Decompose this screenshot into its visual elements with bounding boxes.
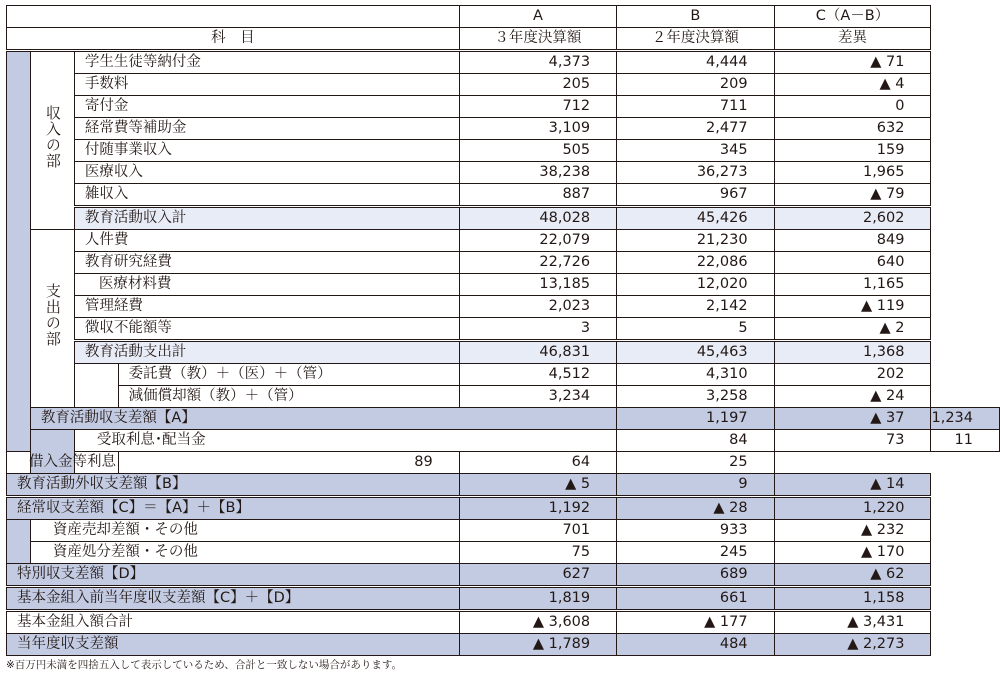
row-label: 人件費	[74, 230, 459, 252]
row-label: 教育研究経費	[74, 252, 459, 274]
row-label: 医療収入	[74, 162, 459, 184]
value-b: 4,310	[617, 364, 774, 386]
value-c: ▲ 24	[774, 386, 931, 408]
table-row	[7, 252, 1000, 274]
value-a: 887	[459, 184, 616, 207]
value-b: 22,086	[617, 252, 774, 274]
row-label: 寄付金	[74, 96, 459, 118]
value-a: 84	[617, 430, 774, 452]
header-col-c: C（A－B）	[774, 6, 931, 28]
value-b: 689	[617, 564, 774, 587]
basic-fund-row	[7, 611, 1000, 634]
value-a: 1,819	[459, 587, 616, 611]
value-a: 4,373	[459, 51, 616, 74]
value-c: ▲ 119	[774, 296, 931, 318]
value-c: 2,602	[774, 207, 931, 230]
table-row	[7, 162, 1000, 184]
value-c: 25	[617, 452, 774, 474]
table-row subtotal	[7, 207, 1000, 230]
table-row	[7, 96, 1000, 118]
value-c: ▲ 14	[774, 474, 931, 497]
value-b: 711	[617, 96, 774, 118]
value-b: 73	[774, 430, 931, 452]
income-section-label	[30, 51, 74, 230]
value-a: 3,234	[459, 386, 616, 408]
value-a: 1,197	[617, 408, 774, 430]
row-label: 基本金組入前当年度収支差額【C】＋【D】	[7, 587, 460, 611]
value-b: 345	[617, 140, 774, 162]
value-c: 159	[774, 140, 931, 162]
row-label: 資産処分差額・その他	[30, 542, 459, 564]
value-b: 484	[617, 634, 774, 656]
row-label: 借入金等利息	[7, 452, 119, 474]
value-a: 48,028	[459, 207, 616, 230]
value-b: 4,444	[617, 51, 774, 74]
header-row-letters	[7, 6, 1000, 28]
row-label: 教育活動外収支差額【B】	[7, 474, 460, 497]
header-col-a: A	[459, 6, 616, 28]
table-row	[7, 118, 1000, 140]
value-b: 21,230	[617, 230, 774, 252]
value-c: ▲ 62	[774, 564, 931, 587]
value-c: 1,158	[774, 587, 931, 611]
table-row subtotal	[7, 341, 1000, 364]
value-b: 12,020	[617, 274, 774, 296]
value-a: 712	[459, 96, 616, 118]
value-c: 1,965	[774, 162, 931, 184]
value-c: 1,234	[931, 408, 1000, 430]
value-a: 89	[118, 452, 459, 474]
table-row	[7, 452, 1000, 474]
value-a: 38,238	[459, 162, 616, 184]
indent-cell	[74, 364, 118, 408]
header-row-labels	[7, 28, 1000, 51]
table-row	[7, 184, 1000, 207]
row-label: 雑収入	[74, 184, 459, 207]
value-b: ▲ 177	[617, 611, 774, 634]
value-a: 46,831	[459, 341, 616, 364]
value-a: 22,726	[459, 252, 616, 274]
value-c: 1,368	[774, 341, 931, 364]
table-row	[7, 542, 1000, 564]
value-b: 9	[617, 474, 774, 497]
table-row	[7, 230, 1000, 252]
value-b: ▲ 37	[774, 408, 931, 430]
row-label: 基本金組入額合計	[7, 611, 460, 634]
value-b: 2,142	[617, 296, 774, 318]
value-b: 5	[617, 318, 774, 341]
value-a: 75	[459, 542, 616, 564]
value-c: 640	[774, 252, 931, 274]
value-c: 849	[774, 230, 931, 252]
income-total-label: 教育活動収入計	[74, 207, 459, 230]
footnote: ※百万円未満を四捨五入して表示しているため、合計と一致しない場合があります。	[6, 659, 403, 671]
balance-d-row	[7, 564, 1000, 587]
value-b: 245	[617, 542, 774, 564]
row-label: 資産売却差額・その他	[30, 520, 459, 542]
value-a: 1,192	[459, 497, 616, 520]
row-label: 減価償却額（教）＋（管）	[118, 386, 459, 408]
header-c-label: 差異	[774, 28, 931, 51]
expense-label-text: 支出の部	[43, 283, 62, 347]
table-row	[7, 520, 1000, 542]
row-label: 手数料	[74, 74, 459, 96]
balance-b-row	[7, 474, 1000, 497]
pre-basic-row	[7, 587, 1000, 611]
value-c: 11	[931, 430, 1000, 452]
row-label: 学生生徒等納付金	[74, 51, 459, 74]
expense-section-label	[30, 230, 74, 408]
row-label: 当年度収支差額	[7, 634, 460, 656]
financial-statement-table	[6, 5, 1000, 656]
row-label: 管理経費	[74, 296, 459, 318]
value-a: ▲ 1,789	[459, 634, 616, 656]
value-a: 3,109	[459, 118, 616, 140]
value-a: ▲ 3,608	[459, 611, 616, 634]
income-label-text: 収入の部	[43, 105, 62, 169]
header-b-label: ２年度決算額	[617, 28, 774, 51]
value-c: 1,165	[774, 274, 931, 296]
value-a: 205	[459, 74, 616, 96]
row-label: 受取利息･配当金	[74, 430, 616, 452]
value-a: 3	[459, 318, 616, 341]
value-c: ▲ 232	[774, 520, 931, 542]
value-b: 3,258	[617, 386, 774, 408]
value-a: ▲ 5	[459, 474, 616, 497]
value-c: ▲ 4	[774, 74, 931, 96]
section-stripe	[7, 51, 31, 452]
value-b: 661	[617, 587, 774, 611]
row-label: 医療材料費	[74, 274, 459, 296]
table-row	[7, 386, 1000, 408]
value-b: 45,426	[617, 207, 774, 230]
table-row	[7, 364, 1000, 386]
value-b: 36,273	[617, 162, 774, 184]
balance-a-row	[7, 408, 1000, 430]
value-a: 505	[459, 140, 616, 162]
value-c: 632	[774, 118, 931, 140]
value-a: 22,079	[459, 230, 616, 252]
balance-c-row	[7, 497, 1000, 520]
value-a: 13,185	[459, 274, 616, 296]
row-label: 経常費等補助金	[74, 118, 459, 140]
row-label: 特別収支差額【D】	[7, 564, 460, 587]
table-row	[7, 318, 1000, 341]
value-c: ▲ 2,273	[774, 634, 931, 656]
row-label: 経常収支差額【C】＝【A】＋【B】	[7, 497, 460, 520]
value-b: 209	[617, 74, 774, 96]
section-stripe	[7, 520, 31, 564]
row-label: 徴収不能額等	[74, 318, 459, 341]
table-row	[7, 140, 1000, 162]
value-a: 4,512	[459, 364, 616, 386]
table-row	[7, 430, 1000, 452]
value-c: 1,220	[774, 497, 931, 520]
header-subject: 科 目	[7, 28, 460, 51]
value-b: ▲ 28	[617, 497, 774, 520]
table-row	[7, 274, 1000, 296]
value-c: 202	[774, 364, 931, 386]
value-b: 64	[459, 452, 616, 474]
row-label: 委託費（教）＋（医）＋（管）	[118, 364, 459, 386]
value-c: ▲ 3,431	[774, 611, 931, 634]
expense-total-label: 教育活動支出計	[74, 341, 459, 364]
value-c: 0	[774, 96, 931, 118]
row-label: 教育活動収支差額【A】	[30, 408, 616, 430]
row-label: 付随事業収入	[74, 140, 459, 162]
header-a-label: ３年度決算額	[459, 28, 616, 51]
value-c: ▲ 170	[774, 542, 931, 564]
value-b: 45,463	[617, 341, 774, 364]
value-a: 627	[459, 564, 616, 587]
table-row	[7, 51, 1000, 74]
table-row	[7, 74, 1000, 96]
value-c: ▲ 79	[774, 184, 931, 207]
value-a: 2,023	[459, 296, 616, 318]
value-c: ▲ 71	[774, 51, 931, 74]
value-b: 2,477	[617, 118, 774, 140]
current-balance-row	[7, 634, 1000, 656]
value-a: 701	[459, 520, 616, 542]
value-c: ▲ 2	[774, 318, 931, 341]
value-b: 967	[617, 184, 774, 207]
table-row	[7, 296, 1000, 318]
header-col-b: B	[617, 6, 774, 28]
value-b: 933	[617, 520, 774, 542]
